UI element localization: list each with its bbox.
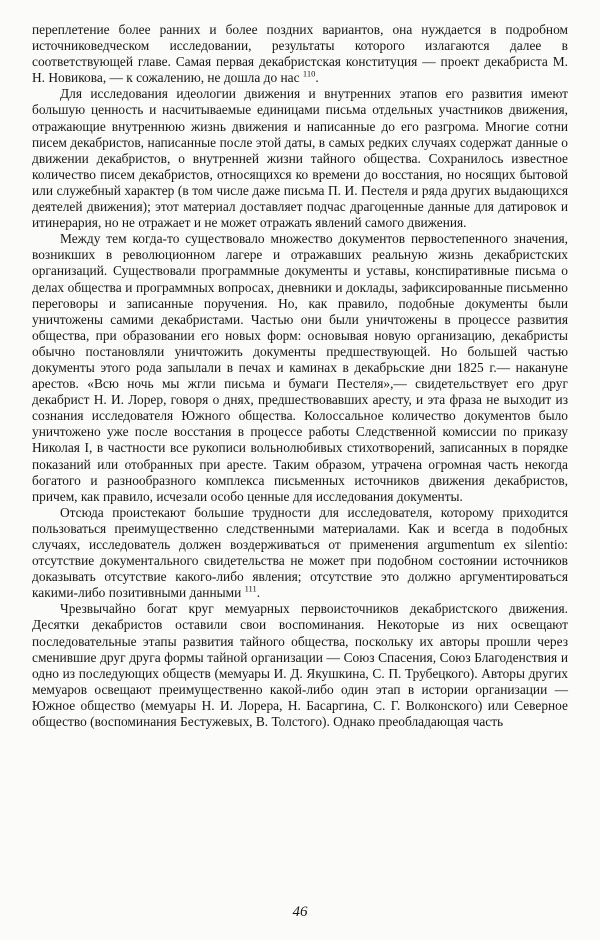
paragraph-5: Чрезвычайно богат круг мемуарных первоисточников декабристского движения. Десятки декабристов оставили свои воспоминания. Некоторые из них освещают последовательные этапы развития тайного общества, поскольку их авторы прошли через сменившие друг друга формы тайной организации — Союз Спасения, Союз Благоденствия и одно из последующих обществ (мемуары И. Д. Якушкина, С. П. Трубецкого). Авторы других мемуаров освещают преимущественно какой-либо один этап в истории организации — Южное общество (мемуары Н. И. Лорера, Н. Басаргина, С. Г. Волконского) или Северное общество (воспоминания Бестужевых, В. Толстого). Однако преобладающая часть [32, 601, 568, 730]
paragraph-1 [32, 22, 568, 86]
page-number: 46 [292, 904, 308, 920]
footnote-ref-111: 111 [244, 583, 257, 594]
paragraph-4-text: Отсюда проистекают большие трудности для исследователя, которому приходится пользоваться преимущественно следственными материалами. Как и всегда в подобных случаях, исследователь должен воздерживаться от применения argumentum ex silentio: отсутствие документального свидетельства не может при подобном состоянии источников доказывать отсутствие какого-либо явления; отсутствие это должно аргументироваться какими-либо позитивными данными [32, 504, 568, 601]
footnote-ref-110: 110 [302, 68, 316, 79]
paragraph-1-end: . [315, 70, 319, 86]
paragraph-1-text: переплетение более ранних и более поздних вариантов, она нуждается в подробном источниковедческом исследовании, результаты которого излагаются далее в соответствующей главе. Самая первая декабристская конституция — проект декабриста М. Н. Новикова, — к сожалению, не дошла до нас [32, 22, 568, 86]
paragraph-3: Между тем когда-то существовало множество документов первостепенного значения, возникших в революционном лагере и отражавших реальную жизнь декабристских организаций. Существовали программные документы и уставы, конспиративные письма о делах общества и программных вопросах, дневники и доклады, зафиксированные письменно переговоры и записанные поручения. Но, как правило, подобные документы были уничтожены самими декабристами. Частью они были уничтожены в процессе развития общества, при образовании его новых форм: основывая новую организацию, декабристы обычно постановляли уничтожить документы предшествующей. Но большей частью документы этого рода запылали в печах и каминах в декабрьские дни 1825 г.— накануне арестов. «Всю ночь мы жгли письма и бумаги Пестеля»,— свидетельствует его друг декабрист Н. И. Лорер, говоря о днях, предшествовавших аресту, и эта фраза не выходит из сознания исследователя Южного общества. Колоссальное количество документов было уничтожено уже после восстания в процессе работы Следственной комиссии по приказу Николая I, в частности все рукописи вольнолюбивых стихотворений, записанных в порядке показаний или отобранных при аресте. Таким образом, утрачена огромная часть некогда богатого и разнообразного комплекса письменных источников движения декабристов, причем, как правило, исчезали особо ценные для исследования документы. [32, 231, 568, 504]
body-text [32, 22, 568, 730]
paragraph-4 [32, 505, 568, 602]
paragraph-4-end: . [256, 585, 261, 601]
paragraph-2: Для исследования идеологии движения и внутренних этапов его развития имеют большую ценность и насчитываемые единицами письма отдельных участников движения, отражающие внутреннюю жизнь движения и написанные до его разгрома. Многие сотни писем декабристов, написанные после этой даты, в самых редких случаях содержат данные о движении декабристов, о внутренней жизни тайного общества. Сохранилось известное количество писем декабристов, относящихся ко времени до восстания, но носящих бытовой или служебный характер (в том числе даже письма П. И. Пестеля и ряда других выдающихся деятелей движения); этот материал доставляет подчас драгоценные данные для датировок и итинерария, но не отражает и не может отражать явлений самого движения. [32, 86, 568, 231]
